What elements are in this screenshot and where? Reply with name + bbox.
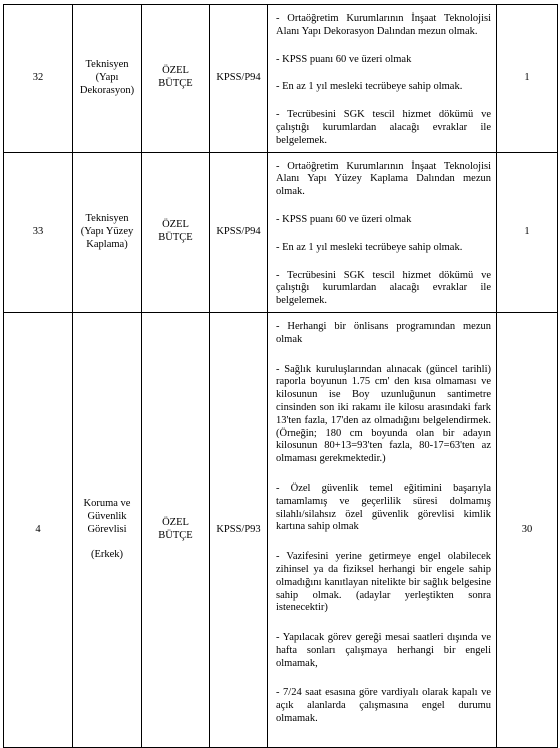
- position-count: 1: [497, 152, 558, 312]
- table-row: [4, 312, 558, 747]
- position-title-line: Koruma ve: [83, 498, 131, 510]
- requirement-item: - 7/24 saat esasına göre vardiyalı olarak kapalı ve açık alanlarda çalışmasına engel durumu olmamak.: [276, 687, 491, 725]
- budget-type: [142, 5, 210, 153]
- requirement-item: - Özel güvenlik temel eğitimini başarıyla tamamlamış ve geçerlilik süresi dolmamış silahlı/silahsız özel güvenlik görevlisi kimlik kartına sahip olmak: [276, 482, 491, 533]
- position-title-line: Teknisyen: [85, 213, 129, 225]
- requirement-item: - Tecrübesini SGK tescil hizmet dökümü ve çalıştığı kurumlardan alacağı evraklar ile belgelemek.: [276, 109, 491, 146]
- requirement-item: - Vazifesini yerine getirmeye engel olabilecek zihinsel ya da fiziksel herhangi bir engele sahip olmadığını kanıtlayan nitelikte bir sağlık belgesine sahip olmak. (adaylar yerleştikten sonra istenecektir): [276, 551, 491, 614]
- position-title-line: (Yapı Yüzey: [80, 225, 134, 237]
- position-title-line: (Yapı: [95, 71, 119, 83]
- position-number: 4: [4, 312, 73, 747]
- requirement-item: - Yapılacak görev gereği mesai saatleri dışında ve hafta sonları çalışmaya herhangi bir engeli olmamak,: [276, 632, 491, 669]
- position-count: 30: [497, 312, 558, 747]
- requirement-item: - Sağlık kuruluşlarından alınacak (güncel tarihli) raporla boyunun 1.75 cm' den kısa olmaması ve kilosunun ise Boy uzunluğunun santimetre cinsinden son iki rakamı ile kilosu arasındaki fark 13'ten fazla, 17'den az olmadığını belgelendirmek. (Örneğin; 180 cm boyunda olan bir adayın kilosunun 80+13=93'ten fazla, 80-17=63'ten az olmaması gerekmektedir.): [276, 363, 491, 465]
- requirement-item: - KPSS puanı 60 ve üzeri olmak: [276, 53, 412, 65]
- position-gender-note: (Erkek): [90, 548, 124, 560]
- position-count: 1: [497, 5, 558, 153]
- budget-line: ÖZEL: [162, 517, 189, 529]
- budget-line: ÖZEL: [162, 65, 189, 77]
- position-number: 32: [4, 5, 73, 153]
- requirement-item: - Tecrübesini SGK tescil hizmet dökümü ve çalıştığı kurumlardan alacağı evraklar ile belgelemek.: [276, 269, 491, 307]
- requirement-item: - KPSS puanı 60 ve üzeri olmak: [276, 213, 412, 225]
- exam-score-type: KPSS/P94: [210, 5, 268, 153]
- position-title: [73, 312, 142, 747]
- position-title: [73, 5, 142, 153]
- table-row: [4, 152, 558, 312]
- requirement-item: - Ortaöğretim Kurumlarının İnşaat Teknolojisi Alanı Yapı Yüzey Kaplama Dalından mezun olmak.: [276, 160, 491, 198]
- requirements-cell: [268, 5, 497, 153]
- exam-score-type: KPSS/P93: [210, 312, 268, 747]
- budget-type: [142, 152, 210, 312]
- requirements-cell: [268, 312, 497, 747]
- requirement-item: - En az 1 yıl mesleki tecrübeye sahip olmak.: [276, 241, 463, 253]
- budget-type: [142, 312, 210, 747]
- budget-line: BÜTÇE: [158, 529, 193, 541]
- position-title-line: Teknisyen: [85, 59, 129, 71]
- requirement-item: - Ortaöğretim Kurumlarının İnşaat Teknolojisi Alanı Yapı Dekorasyon Dalından mezun olmak.: [276, 13, 491, 37]
- position-title-line: Güvenlik: [87, 511, 127, 523]
- position-title-line: Görevlisi: [87, 523, 127, 535]
- requirements-cell: [268, 152, 497, 312]
- table-row: [4, 5, 558, 153]
- position-title-line: Dekorasyon): [79, 84, 135, 96]
- budget-line: ÖZEL: [162, 219, 189, 231]
- exam-score-type: KPSS/P94: [210, 152, 268, 312]
- requirement-item: - Herhangi bir önlisans programından mezun olmak: [276, 320, 491, 345]
- position-number: 33: [4, 152, 73, 312]
- position-title: [73, 152, 142, 312]
- budget-line: BÜTÇE: [158, 232, 193, 244]
- positions-table: [3, 4, 558, 748]
- position-title-line: Kaplama): [86, 238, 128, 250]
- requirement-item: - En az 1 yıl mesleki tecrübeye sahip olmak.: [276, 81, 463, 93]
- budget-line: BÜTÇE: [158, 78, 193, 90]
- title-spacer: [73, 537, 141, 549]
